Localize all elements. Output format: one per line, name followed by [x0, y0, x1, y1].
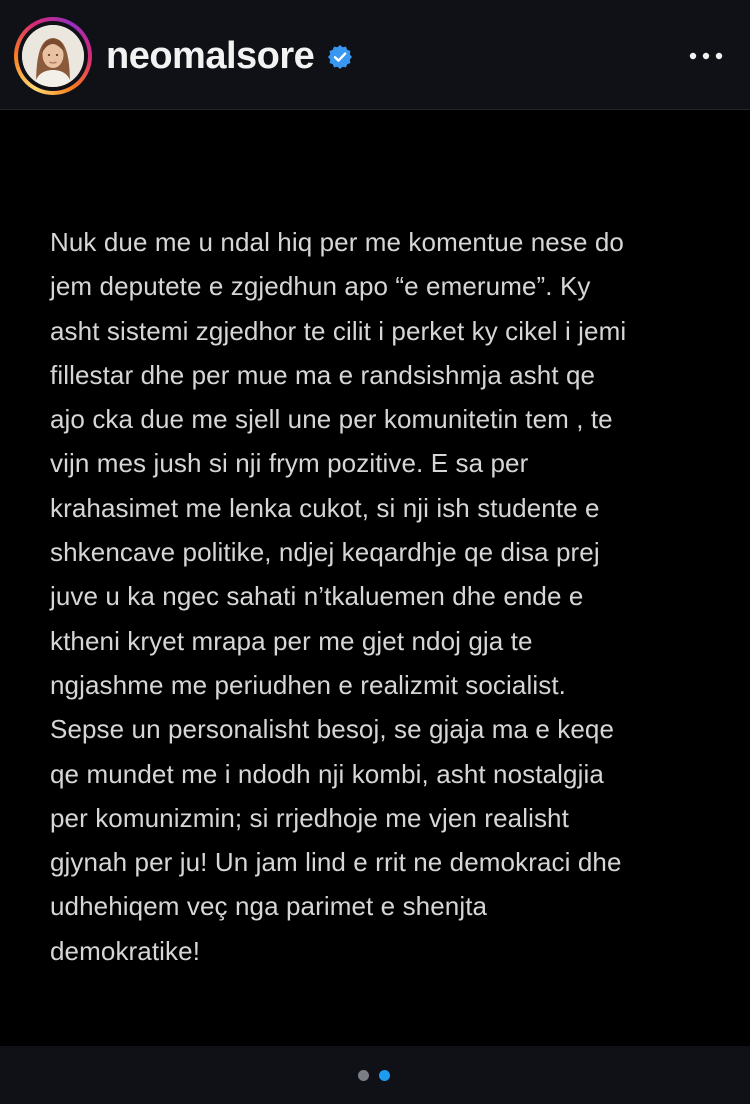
profile-photo-icon: [22, 25, 84, 87]
post-header: [0, 0, 750, 110]
post-footer: [0, 1046, 750, 1104]
verified-badge-icon: [327, 44, 353, 70]
carousel-dot-active: [379, 1070, 390, 1081]
ellipsis-icon[interactable]: [688, 48, 724, 64]
story-ring[interactable]: [14, 17, 92, 95]
post-image[interactable]: [0, 110, 750, 1046]
username[interactable]: neomalsore: [106, 35, 315, 77]
carousel-dot-inactive: [358, 1070, 369, 1081]
post-text: Nuk due me u ndal hiq per me komentue nese do jem deputete e zgjedhun apo “e emerume”. Ky asht sistemi zgjedhor te cilit i perket ky cikel i jemi fillestar dhe per mue ma e randsishmja asht qe ajo cka due me sjell une per komunitetin tem , te vijn mes jush si nji frym pozitive. E sa per krahasimet me lenka cukot, si nji ish studente e shkencave politike, ndjej keqardhje qe disa prej juve u ka ngec sahati n’tkaluemen dhe ende e ktheni kryet mrapa per me gjet ndoj gja te ngjashme me periudhen e realizmit socialist. Sepse un personalisht besoj, se gjaja ma e keqe qe mundet me i ndodh nji kombi, asht nostalgjia per komunizmin; si rrjedhoje me vjen realisht gjynah per ju! Un jam lind e rrit ne demokraci dhe udhehiqem veç nga parimet e shenjta demokratike!: [50, 227, 627, 966]
avatar[interactable]: [22, 25, 84, 87]
